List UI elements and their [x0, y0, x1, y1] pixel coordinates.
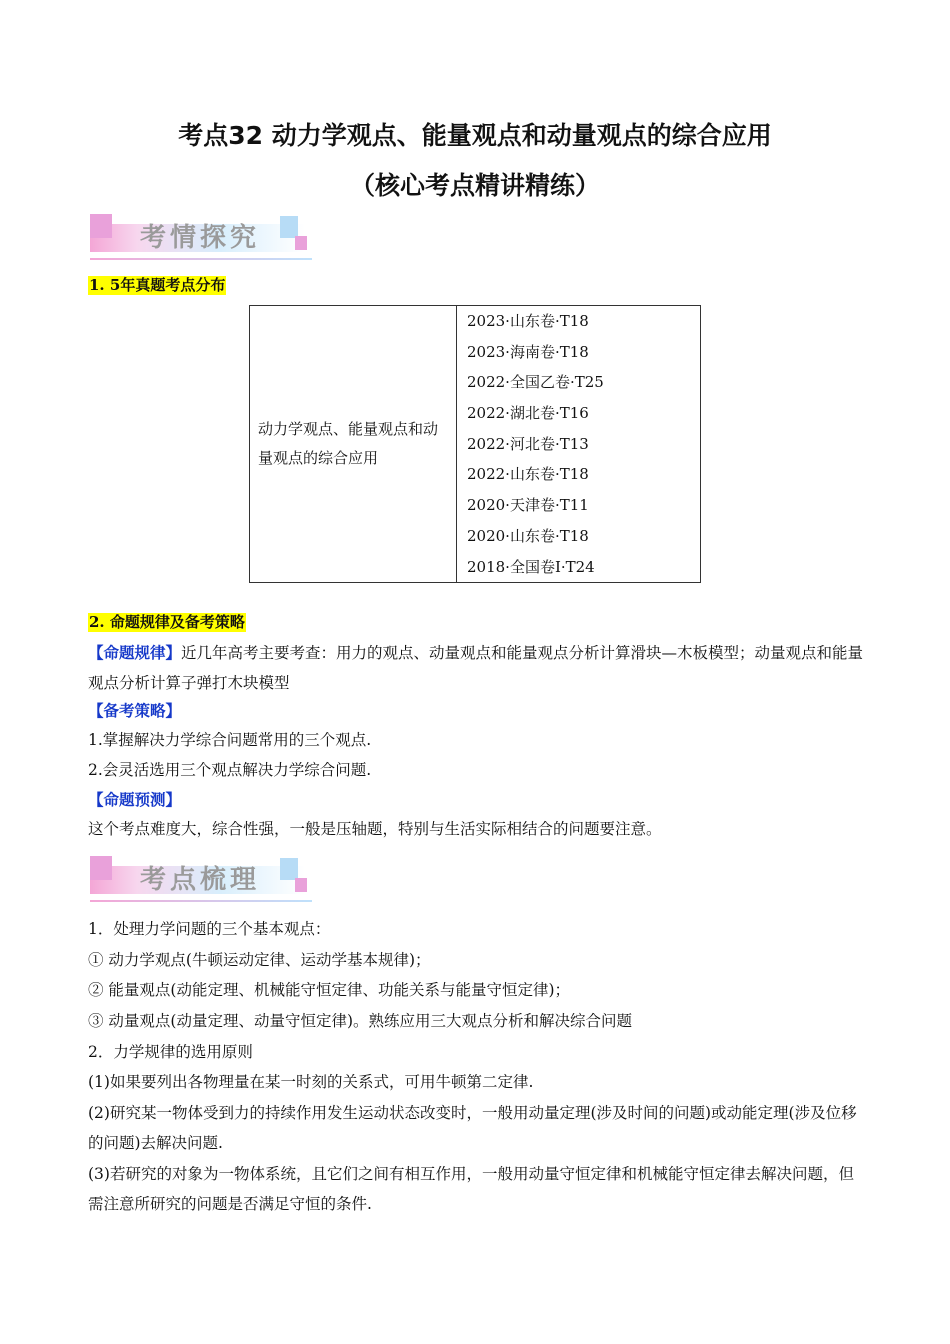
review-line: (2)研究某一物体受到力的持续作用发生运动状态改变时，一般用动量定理(涉及时间的问题)或动能定理(涉及位移的问题)去解决问题.: [88, 1104, 857, 1152]
strategy-label-line: [88, 696, 866, 726]
banner-decoration-cube-small: [295, 236, 307, 250]
rule-label: 【命题规律】: [88, 643, 182, 662]
banner-underline: [90, 258, 312, 260]
section2-heading: 2. 命题规律及备考策略: [89, 613, 245, 631]
exam-item: 2023·海南卷·T18: [467, 342, 589, 361]
forecast-label: 【命题预测】: [88, 790, 182, 809]
section-banner-exploration: [90, 214, 315, 260]
strategy-item: 1.掌握解决力学综合问题常用的三个观点.: [88, 731, 372, 749]
exam-list-cell: [457, 306, 701, 583]
exam-item: 2020·天津卷·T11: [467, 496, 589, 515]
topic-text: 动力学观点、能量观点和动量观点的综合应用: [258, 420, 439, 468]
forecast-text: 这个考点难度大，综合性强，一般是压轴题，特别与生活实际相结合的问题要注意。: [88, 820, 662, 838]
banner-decoration-cube: [280, 216, 298, 238]
page-title: 考点32 动力学观点、能量观点和动量观点的综合应用: [178, 121, 772, 150]
section1-heading: 1. 5年真题考点分布: [89, 276, 226, 294]
rule-paragraph: [88, 638, 866, 698]
review-line: ③ 动量观点(动量定理、动量守恒定律)。熟练应用三大观点分析和解决综合问题: [88, 1012, 633, 1030]
review-line: 2．力学规律的选用原则: [88, 1043, 253, 1061]
exam-item: 2022·湖北卷·T16: [467, 404, 589, 423]
banner-decoration-square: [90, 856, 112, 880]
review-line: 1．处理力学问题的三个基本观点：: [88, 920, 331, 938]
strategy-label: 【备考策略】: [88, 701, 182, 720]
banner-title: 考情探究: [140, 223, 261, 253]
review-line: (1)如果要列出各物理量在某一时刻的关系式，可用牛顿第二定律.: [88, 1073, 534, 1091]
exam-item: 2022·河北卷·T13: [467, 434, 589, 453]
page-subtitle: （核心考点精讲精练）: [349, 171, 600, 200]
banner-decoration-cube: [280, 858, 298, 880]
exam-item: 2022·全国乙卷·T25: [467, 373, 604, 392]
exam-distribution-table: [249, 305, 701, 583]
exam-item: 2022·山东卷·T18: [467, 465, 589, 484]
review-line: (3)若研究的对象为一物体系统，且它们之间有相互作用，一般用动量守恒定律和机械能守恒定律去解决问题，但需注意所研究的问题是否满足守恒的条件.: [88, 1165, 854, 1213]
banner-title: 考点梳理: [140, 865, 261, 895]
exam-item: 2018·全国卷Ⅰ·T24: [467, 557, 595, 576]
review-line: ① 动力学观点(牛顿运动定律、运动学基本规律)；: [88, 951, 431, 969]
banner-underline: [90, 900, 312, 902]
banner-decoration-square: [90, 214, 112, 238]
exam-item: 2023·山东卷·T18: [467, 312, 589, 330]
topic-cell: [250, 306, 457, 583]
section-banner-review: [90, 856, 315, 902]
strategy-item: 2.会灵活选用三个观点解决力学综合问题.: [88, 761, 372, 779]
exam-item: 2020·山东卷·T18: [467, 526, 589, 545]
review-line: ② 能量观点(动能定理、机械能守恒定律、功能关系与能量守恒定律)；: [88, 981, 571, 999]
banner-decoration-cube-small: [295, 878, 307, 892]
rule-text: 近几年高考主要考查：用力的观点、动量观点和能量观点分析计算滑块—木板模型；动量观点和能量观点分析计算子弹打木块模型: [88, 644, 864, 692]
forecast-label-line: [88, 785, 866, 815]
